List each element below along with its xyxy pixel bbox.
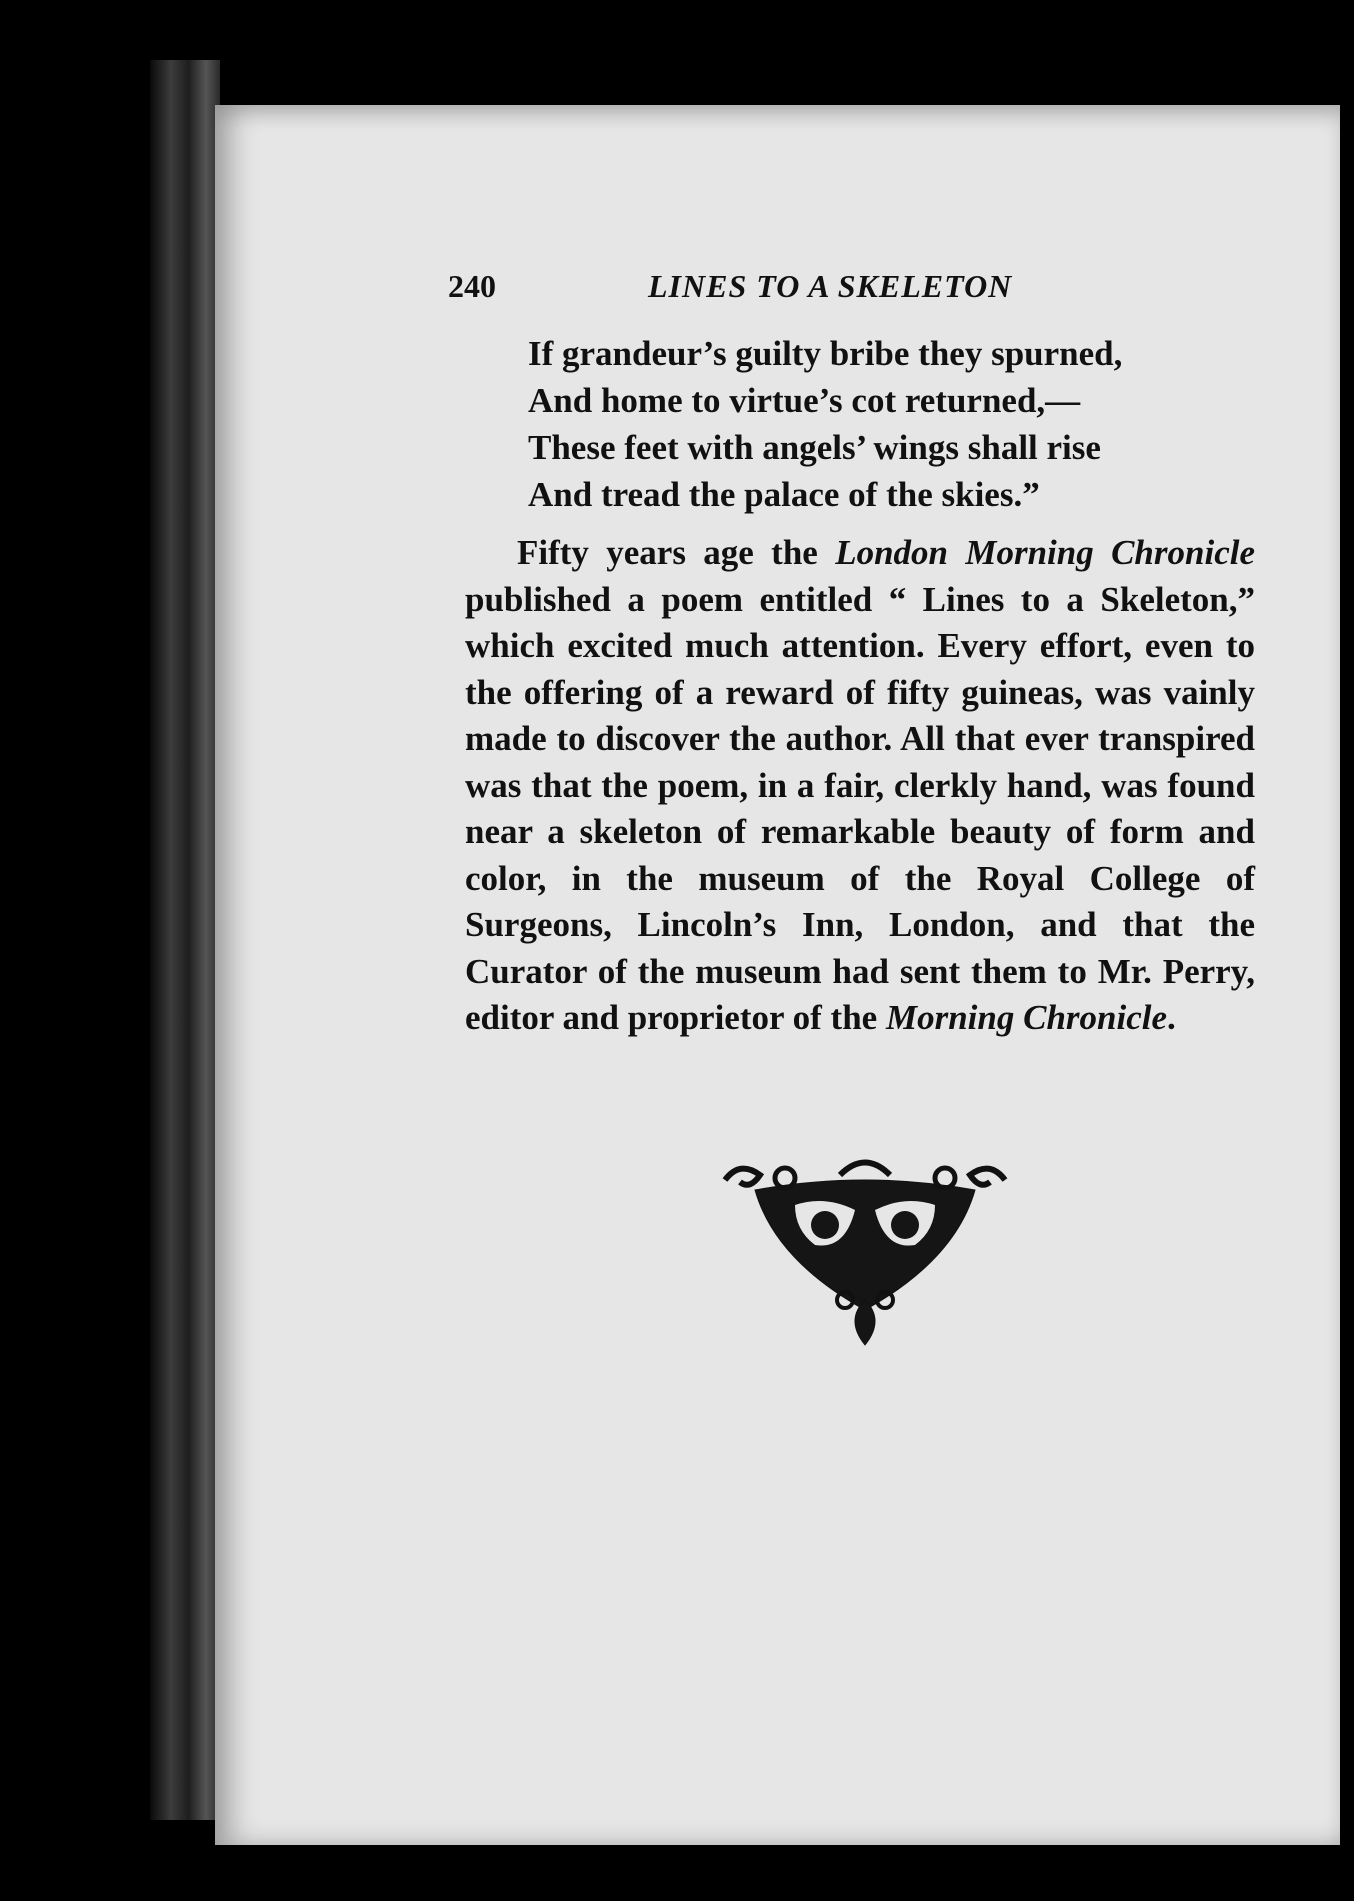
decorative-tailpiece-ornament-icon	[715, 1150, 1015, 1350]
paragraph-text: .	[1167, 998, 1176, 1037]
verse-block	[528, 330, 1122, 518]
newspaper-title: London Morning Chronicle	[835, 533, 1255, 572]
running-title: LINES TO A SKELETON	[648, 268, 1013, 304]
paragraph	[465, 530, 1255, 1042]
body-paragraph	[465, 530, 1255, 1042]
verse-line: If grandeur’s guilty bribe they spurned,	[528, 334, 1123, 373]
book-binding-edge	[150, 60, 220, 1820]
verse-line: These feet with angels’ wings shall rise	[528, 428, 1101, 467]
paragraph-text: published a poem entitled “ Lines to a Skeleton,” which excited much attention. Every effort, even to the offering of a reward of fifty guineas, was vainly made to discover the author. All that ever transpired was that the poem, in a fair, clerkly hand, was found near a skeleton of remarkable beauty of form and color, in the museum of the Royal College of Surgeons, Lincoln’s Inn, London, and that the Curator of the museum had sent them to Mr. Perry, editor and proprietor of the	[465, 579, 1255, 1037]
paragraph-text: Fifty years age the	[517, 533, 836, 572]
verse-line: And home to virtue’s cot returned,—	[528, 381, 1081, 420]
page-header	[448, 268, 1274, 308]
verse-line: And tread the palace of the skies.”	[528, 475, 1040, 514]
page-number: 240	[448, 268, 496, 304]
newspaper-title: Morning Chronicle	[885, 998, 1168, 1037]
